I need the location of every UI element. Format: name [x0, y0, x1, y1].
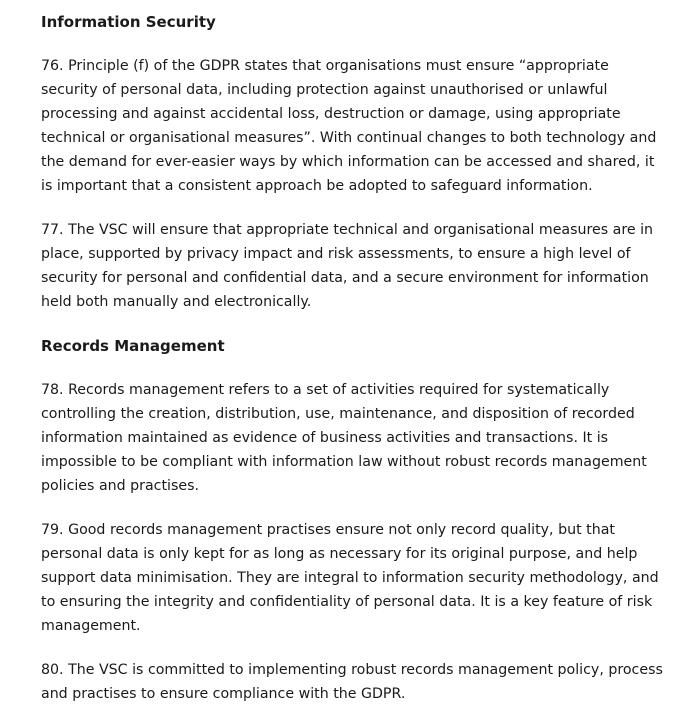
section-heading-records-management: Records Management: [41, 337, 225, 355]
paragraph-79: 79. Good records management practises ensure not only record quality, but that personal data is only kept for as long as necessary for its original purpose, and help support data minimisation. They are integral to information security methodology, and to ensuring the integrity and confidentiality of personal data. It is a key feature of risk management.: [41, 522, 659, 634]
section-heading-information-security: Information Security: [41, 13, 216, 31]
paragraph-80: 80. The VSC is committed to implementing robust records management policy, process and practises to ensure compliance with the GDPR.: [41, 662, 663, 702]
paragraph-76: 76. Principle (f) of the GDPR states that organisations must ensure “appropriate security of personal data, including protection against unauthorised or unlawful processing and against accidental loss, destruction or damage, using appropriate technical or organisational measures”. With continual changes to both technology and the demand for ever-easier ways by which information can be accessed and shared, it is important that a consistent approach be adopted to safeguard information.: [41, 58, 657, 194]
paragraph-78: 78. Records management refers to a set of activities required for systematically controlling the creation, distribution, use, maintenance, and disposition of recorded information maintained as evidence of business activities and transactions. It is impossible to be compliant with information law without robust records management policies and practises.: [41, 382, 647, 494]
paragraph-77: 77. The VSC will ensure that appropriate technical and organisational measures are in place, supported by privacy impact and risk assessments, to ensure a high level of security for personal and confidential data, and a secure environment for information held both manually and electronically.: [41, 222, 654, 310]
